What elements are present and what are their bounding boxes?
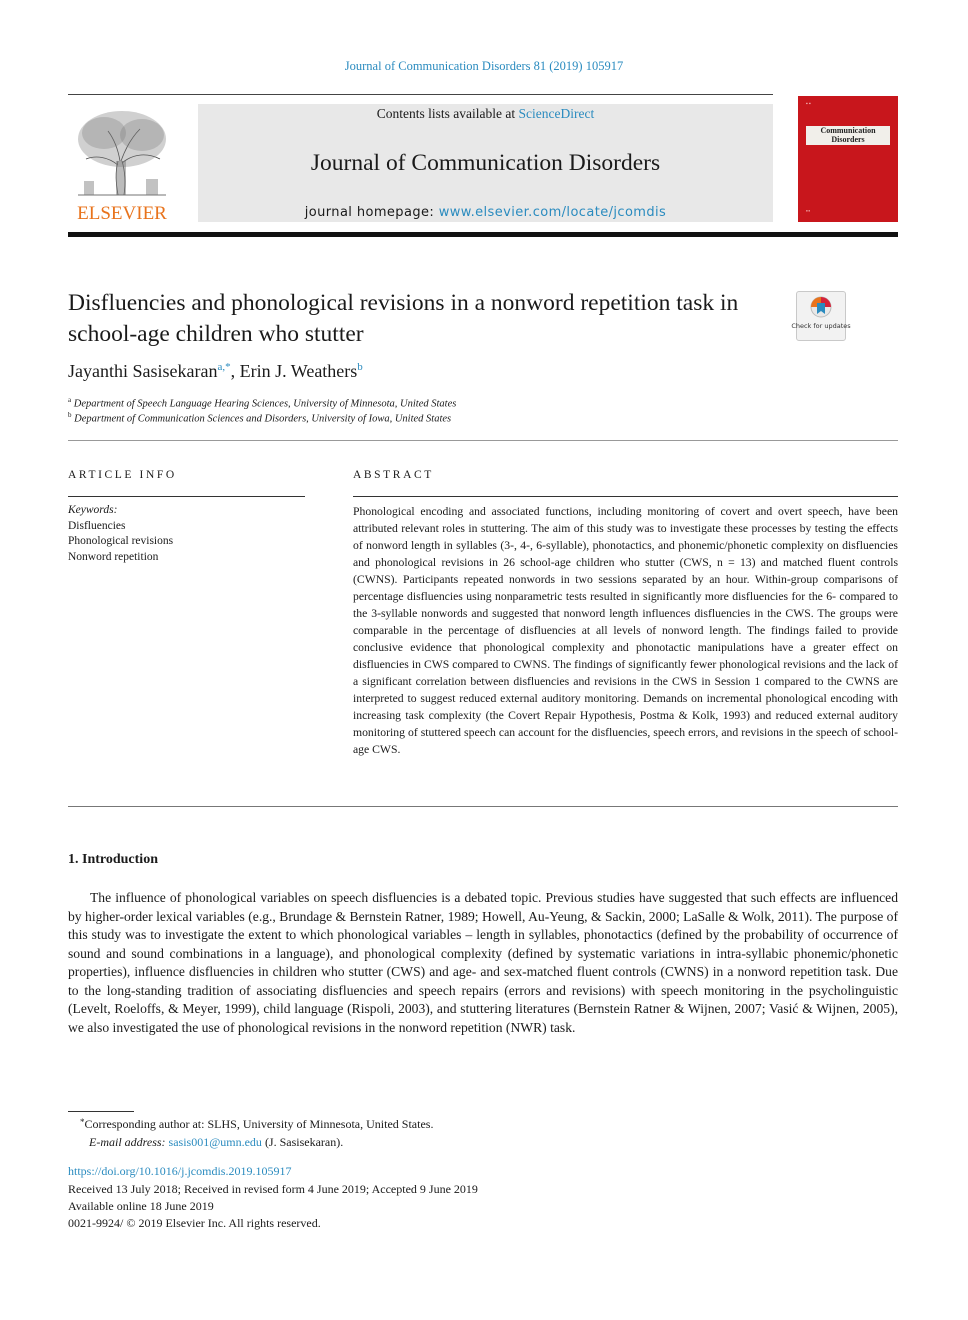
publication-dates: Received 13 July 2018; Received in revised form 4 June 2019; Accepted 9 June 2019 xyxy=(68,1182,478,1196)
doi-link[interactable]: https://doi.org/10.1016/j.jcomdis.2019.105917 xyxy=(68,1164,292,1178)
article-info-heading: ARTICLE INFO xyxy=(68,469,177,481)
affiliation xyxy=(68,396,456,410)
check-updates-label: Check for updates xyxy=(791,322,851,330)
corresponding-author-note xyxy=(80,1117,433,1132)
keyword: Disfluencies xyxy=(68,519,126,532)
check-updates-icon xyxy=(791,292,851,340)
author-separator: , xyxy=(230,361,240,381)
keyword: Phonological revisions xyxy=(68,535,174,547)
contents-line xyxy=(198,106,773,122)
journal-name: Journal of Communication Disorders xyxy=(310,150,661,176)
journal-cover[interactable] xyxy=(798,96,898,222)
affiliation-mark: a xyxy=(68,396,72,404)
author-name[interactable]: Jayanthi Sasisekaran xyxy=(68,361,218,381)
abstract-text: Phonological encoding and associated functions, including monitoring of covert and overt speech, have been attributed relevant roles in stuttering. The aim of this study was to investigate these processes by testing the effects of nonword length in syllables (3-, 4-, 6-syllable), phonotactics, and phonemic/phonetic complexity on disfluencies and phonological revisions in 26 school-age children who stutter (CWS, n = 13) and matched fluent controls (CWNS). Participants repeated nonwords in two sessions separated by an hour. Within-group comparisons of percentage disfluencies using nonparametric tests resulted in significantly more disfluencies for the 6- compared to the 3-syllable nonwords and suggested that nonword length influences disfluencies in the CWS. The groups were comparable in the percentage of disfluencies at all levels of nonword length. The findings failed to provide conclusive evidence that phonological complexity and phonotactic manipulations have a greater effect on disfluencies in CWS compared to CWNS. The findings of significantly fewer phonological revisions and the lack of a significant correlation between disfluencies and revisions in the CWS in Session 1 compared to the CWNS are interpreted to suggest reduced external auditory monitoring. Demands on incremental phonological encoding with increasing task complexity (the Covert Repair Hypothesis, Postma & Kolk, 1993) and reduced external auditory monitoring of stuttered speech can account for the disfluencies, speech errors, and revisions in the speech of school-age CWS. xyxy=(353,505,898,756)
divider xyxy=(68,806,898,807)
elsevier-logo xyxy=(68,103,176,223)
affiliation-text: Department of Communication Sciences and Disorders, University of Iowa, United States xyxy=(74,413,452,425)
affiliation-mark: b xyxy=(68,411,72,419)
divider xyxy=(353,496,898,497)
footnote-rule xyxy=(68,1111,134,1112)
homepage-prefix: journal homepage: xyxy=(304,205,439,220)
keywords-block xyxy=(68,503,173,565)
email-link[interactable]: sasis001@umn.edu xyxy=(168,1135,262,1149)
author-marker[interactable]: a,* xyxy=(217,361,231,373)
divider xyxy=(68,496,305,497)
body-paragraph: The influence of phonological variables on speech disfluencies is a debated topic. Previous studies have suggested that such effects are influenced by higher-order lexical variables (e.g., Brundage & Bernstein Ratner, 1989; Howell, Au-Yeung, & Sackin, 2000; LaSalle & Wolk, 2011). The purpose of this study was to investigate the extent to which phonological variables – length in syllables, phonotactics (defined by the probability of occurrence of sound and sound combinations in a language), and phonological complexity (defined by systematic variations in intra-syllabic phonemic/phonetic properties), influence disfluencies in children who stutter (CWS) and age- and sex-matched fluent controls (CWNS) in a nonword repetition task. Due to the long-standing tradition of associating disfluencies and speech repairs (errors and revisions) with speech monitoring in the psycholinguistic (Levelt, Roeloffs, & Meyer, 1999), child language (Rispoli, 2003), and stuttering literatures (Bernstein Ratner & Wijnen, 2007; Vasić & Wijnen, 2005), we also investigated the use of phonological revisions in the nonword repetition (NWR) task. xyxy=(68,890,898,1035)
article-title: Disfluencies and phonological revisions in a nonword repetition task in school-age children who stutter xyxy=(68,290,739,347)
sciencedirect-link[interactable]: ScienceDirect xyxy=(518,106,595,121)
journal-reference[interactable]: Journal of Communication Disorders 81 (2019) 105917 xyxy=(344,59,624,73)
keywords-label: Keywords: xyxy=(68,504,118,516)
elsevier-tree-icon xyxy=(68,103,176,223)
check-for-updates-button[interactable] xyxy=(791,291,851,341)
divider xyxy=(68,440,898,441)
header-rule xyxy=(68,94,773,95)
available-online: Available online 18 June 2019 xyxy=(68,1199,214,1213)
homepage-line xyxy=(198,205,773,220)
corresponding-text: Corresponding author at: SLHS, University of Minnesota, United States. xyxy=(84,1117,434,1131)
elsevier-wordmark: ELSEVIER xyxy=(77,203,167,224)
cover-decor: ▪ ▪ xyxy=(806,102,811,107)
author-marker[interactable]: b xyxy=(357,361,363,373)
author-name[interactable]: Erin J. Weathers xyxy=(239,361,358,381)
affiliation-text: Department of Speech Language Hearing Sciences, University of Minnesota, United States xyxy=(73,398,457,410)
asterisk-icon: * xyxy=(80,1117,85,1127)
homepage-link[interactable]: www.elsevier.com/locate/jcomdis xyxy=(438,205,667,220)
email-label: E-mail address: xyxy=(89,1135,166,1149)
email-suffix: (J. Sasisekaran). xyxy=(261,1135,344,1149)
email-line xyxy=(89,1135,343,1150)
abstract-heading: ABSTRACT xyxy=(353,469,434,481)
header-thick-rule xyxy=(68,232,898,237)
section-heading: 1. Introduction xyxy=(68,852,158,867)
cover-title: Communication Disorders xyxy=(806,126,890,145)
keyword: Nonword repetition xyxy=(68,550,159,563)
copyright: 0021-9924/ © 2019 Elsevier Inc. All rights reserved. xyxy=(68,1216,321,1230)
contents-prefix: Contents lists available at xyxy=(376,106,519,121)
affiliation xyxy=(68,411,451,425)
cover-decor-bottom: ▪▪▪ xyxy=(806,208,811,213)
author-list xyxy=(68,361,363,382)
